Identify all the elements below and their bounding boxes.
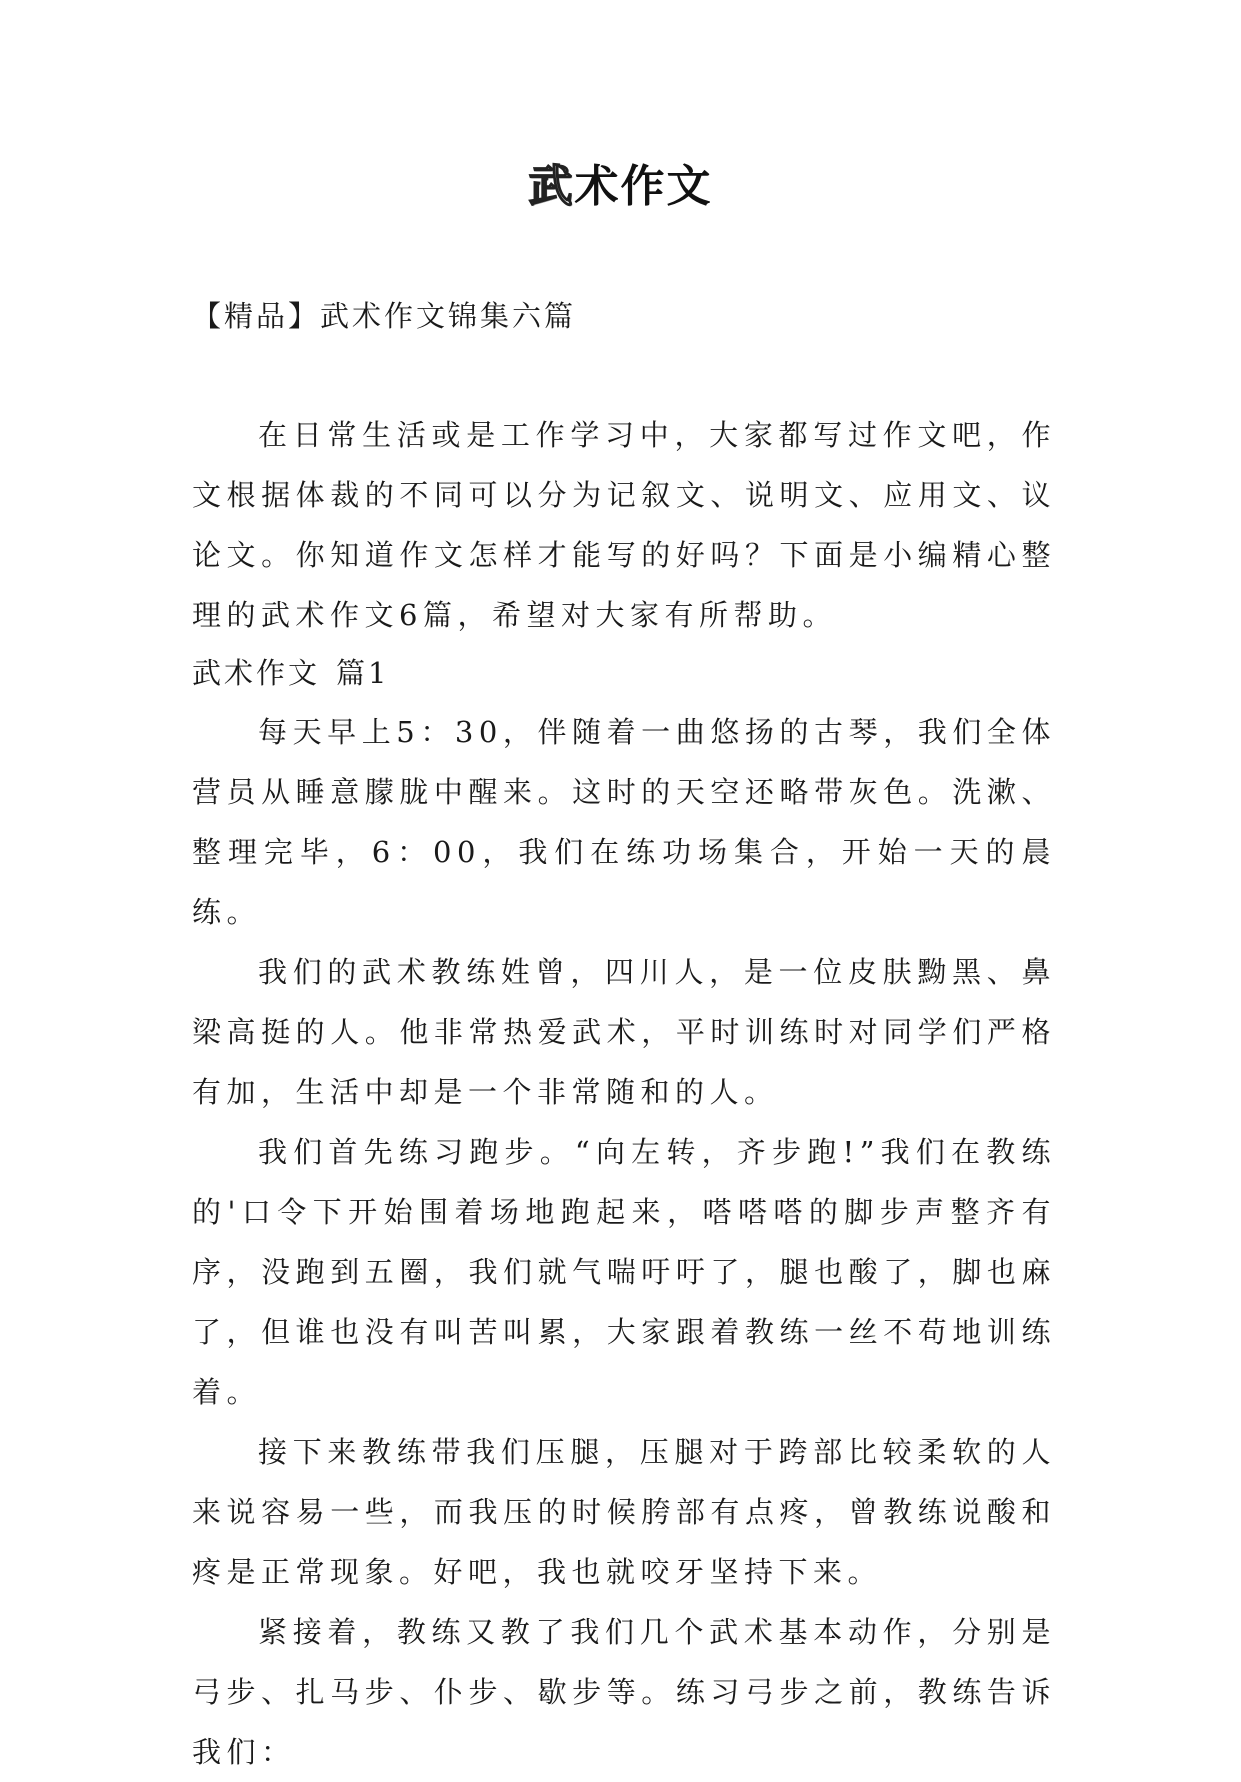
body-paragraph: 我们的武术教练姓曾，四川人，是一位皮肤黝黑、鼻梁高挺的人。他非常热爱武术，平时训练时对同学们严格有加，生活中却是一个非常随和的人。 (192, 955, 1056, 1109)
title-first-char: 武 (528, 161, 575, 212)
document-body (192, 405, 1056, 1782)
document-subtitle: 【精品】武术作文锦集六篇 (192, 299, 577, 333)
section-heading (192, 645, 1056, 702)
section-heading-label: 武术作文 (192, 656, 321, 690)
section-heading-number: 篇1 (336, 656, 390, 690)
title-rest: 术作文 (574, 161, 713, 212)
body-paragraph: 每天早上5：30，伴随着一曲悠扬的古琴，我们全体营员从睡意朦胧中醒来。这时的天空还略带灰色。洗漱、整理完毕，6：00，我们在练功场集合，开始一天的晨练。 (192, 715, 1056, 929)
body-paragraph: 接下来教练带我们压腿，压腿对于跨部比较柔软的人来说容易一些，而我压的时候胯部有点疼，曾教练说酸和疼是正常现象。好吧，我也就咬牙坚持下来。 (192, 1435, 1056, 1589)
body-paragraph: 紧接着，教练又教了我们几个武术基本动作，分别是弓步、扎马步、仆步、歇步等。练习弓步之前，教练告诉我们： (192, 1615, 1056, 1769)
document-title (0, 150, 1241, 214)
intro-paragraph: 在日常生活或是工作学习中，大家都写过作文吧，作文根据体裁的不同可以分为记叙文、说明文、应用文、议论文。你知道作文怎样才能写的好吗？下面是小编精心整理的武术作文6篇，希望对大家有所帮助。 (192, 418, 1056, 632)
body-paragraph: 我们首先练习跑步。“向左转，齐步跑!”我们在教练的'口令下开始围着场地跑起来，嗒嗒嗒的脚步声整齐有序，没跑到五圈，我们就气喘吁吁了，腿也酸了，脚也麻了，但谁也没有叫苦叫累，大家跟着教练一丝不苟地训练着。 (192, 1135, 1056, 1409)
